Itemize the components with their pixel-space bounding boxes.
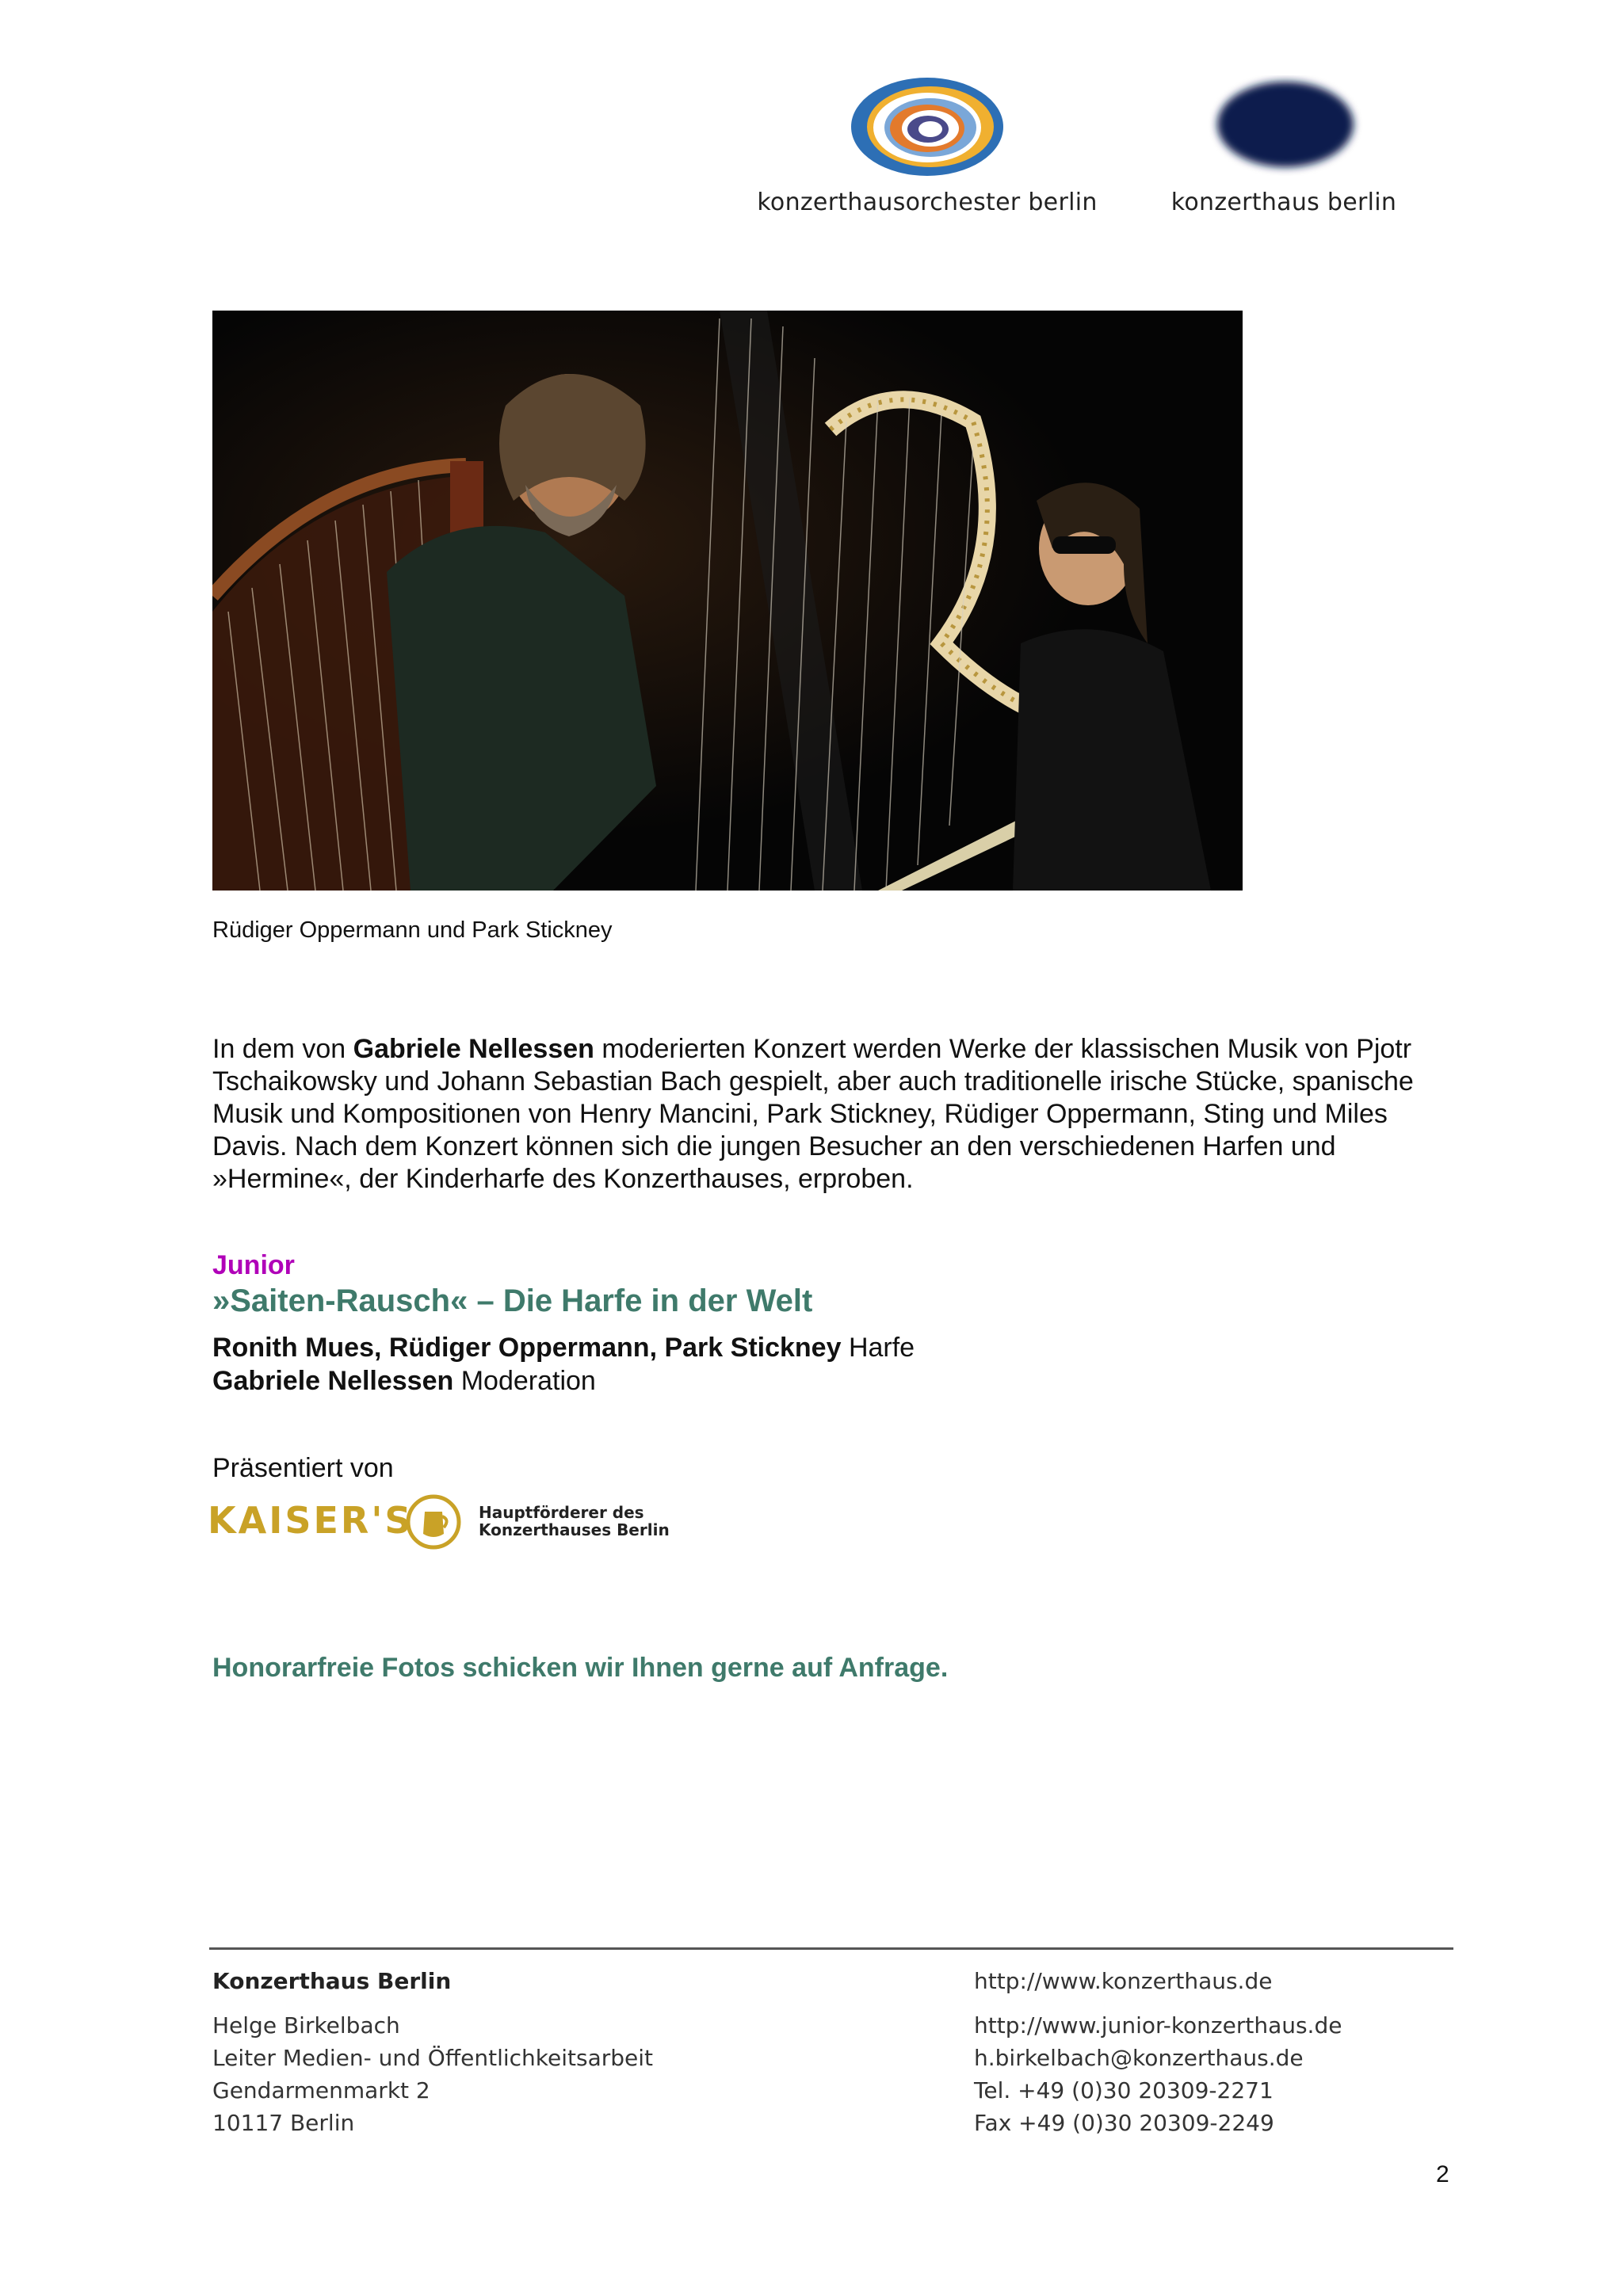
harpists-photo <box>212 311 1243 891</box>
sponsor-logo <box>208 1494 683 1550</box>
footer-url-junior[interactable]: http://www.junior-konzerthaus.de <box>974 2012 1342 2039</box>
konzerthaus-logo-text: konzerthaus berlin <box>1170 189 1397 216</box>
orchestra-logo-icon <box>848 75 1006 178</box>
harpists-photo-illustration <box>212 311 1243 891</box>
konzerthaus-logo <box>1157 75 1411 216</box>
footer-divider <box>209 1947 1453 1950</box>
footer-contact-role: Leiter Medien- und Öffentlichkeitsarbeit <box>212 2045 654 2071</box>
footer-url-main[interactable]: http://www.konzerthaus.de <box>974 1968 1273 1994</box>
konzerthaus-logo-icon <box>1205 75 1363 178</box>
footer-contact-name: Helge Birkelbach <box>212 2012 400 2039</box>
footer-org: Konzerthaus Berlin <box>212 1968 452 1994</box>
series-label: Junior <box>212 1250 295 1280</box>
photo-caption: Rüdiger Oppermann und Park Stickney <box>212 917 613 943</box>
footer-fax: Fax +49 (0)30 20309-2249 <box>974 2110 1274 2136</box>
intro-paragraph: In dem von Gabriele Nellessen moderierten Konzert werden Werke der klassischen Musik von Pjotr Tschaikowsky und Johann Sebastian Bach gespielt, aber auch traditionelle irische Stücke, spanische Musik und Kompositionen von Henry Mancini, Park Stickney, Rüdiger Oppermann, Sting und Miles Davis. Nach dem Konzert können sich die jungen Besucher an den verschiedenen Harfen und »Hermine«, der Kinderharfe des Konzerthauses, erproben. <box>212 1034 1414 1194</box>
orchestra-logo <box>741 75 1113 216</box>
sponsor-tagline: Hauptförderer des Konzerthauses Berlin <box>479 1503 670 1539</box>
presented-by-label: Präsentiert von <box>212 1453 394 1483</box>
event-title: »Saiten-Rausch« – Die Harfe in der Welt <box>212 1283 813 1318</box>
footer-email[interactable]: h.birkelbach@konzerthaus.de <box>974 2045 1304 2071</box>
performers-line: Ronith Mues, Rüdiger Oppermann, Park Stickney Harfe <box>212 1333 915 1363</box>
footer-street: Gendarmenmarkt 2 <box>212 2077 430 2103</box>
footer-city: 10117 Berlin <box>212 2110 355 2136</box>
coffee-jug-icon <box>406 1494 461 1550</box>
photos-note: Honorarfreie Fotos schicken wir Ihnen gerne auf Anfrage. <box>212 1653 949 1683</box>
footer-tel: Tel. +49 (0)30 20309-2271 <box>974 2077 1274 2103</box>
moderator-name-bold: Gabriele Nellessen <box>353 1034 594 1064</box>
sponsor-brand: KAISER'S <box>208 1499 414 1542</box>
orchestra-logo-text: konzerthausorchester berlin <box>757 189 1098 216</box>
page-number: 2 <box>1436 2161 1449 2187</box>
moderator-line: Gabriele Nellessen Moderation <box>212 1366 596 1396</box>
